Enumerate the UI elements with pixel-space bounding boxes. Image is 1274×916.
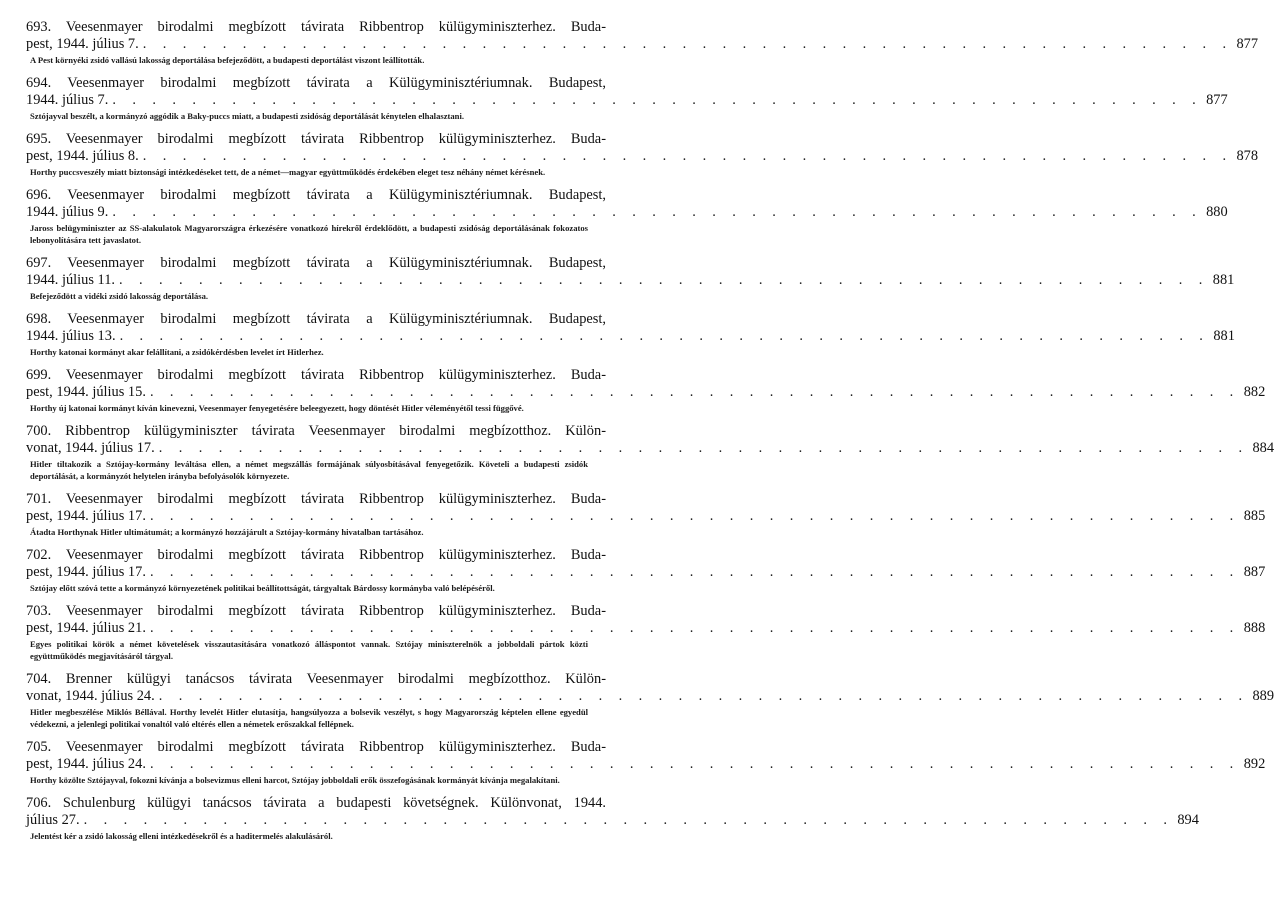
entry-title-line: 705. Veesenmayer birodalmi megbízott távirata Ribbentrop külügyminiszterhez. Buda-: [26, 739, 606, 755]
entry-date-line: [26, 328, 1235, 345]
entry-summary: Hitler tiltakozik a Sztójay-kormány leváltása ellen, a német megszállás formájának súlyosbításával fenyegetőzik. Követeli a budapesti zsidók deportálását, a kormányzót helytelen irányba befolyásolók környezete.: [30, 459, 588, 481]
entry-date: pest, 1944. július 17.: [26, 508, 146, 524]
toc-entry-703: [26, 603, 1266, 662]
toc-entry-702: [26, 547, 1266, 594]
toc-entry-701: [26, 491, 1266, 538]
entry-date-line: [26, 812, 1199, 829]
entry-title-line: 699. Veesenmayer birodalmi megbízott távirata Ribbentrop külügyminiszterhez. Buda-: [26, 367, 606, 383]
page-number: 885: [1243, 508, 1266, 524]
toc-entry-695: [26, 131, 1259, 178]
entry-date: vonat, 1944. július 17.: [26, 440, 155, 456]
entry-date-line: [26, 688, 1274, 705]
entry-date-line: [26, 564, 1266, 581]
leader-dots: . . . . . . . . . . . . . . . . . . . . . . . . . . . . . . . . . . . . . . . . . . . . . . . . . . . . . . .: [158, 440, 1249, 456]
page-number: 892: [1243, 756, 1266, 772]
entry-date-line: [26, 148, 1259, 165]
page-number: 880: [1206, 204, 1228, 220]
entry-date-line: [26, 384, 1266, 401]
entry-title-line: 701. Veesenmayer birodalmi megbízott távirata Ribbentrop külügyminiszterhez. Buda-: [26, 491, 606, 507]
entry-title-line: 706. Schulenburg külügyi tanácsos távirata a budapesti követségnek. Különvonat, 1944.: [26, 795, 606, 811]
entry-date: pest, 1944. július 7.: [26, 36, 139, 52]
page-number: 884: [1252, 440, 1274, 456]
toc-entry-700: [26, 423, 1274, 482]
entry-title-line: 702. Veesenmayer birodalmi megbízott távirata Ribbentrop külügyminiszterhez. Buda-: [26, 547, 606, 563]
leader-dots: . . . . . . . . . . . . . . . . . . . . . . . . . . . . . . . . . . . . . . . . . . . . . . . . . . . . . . .: [83, 812, 1174, 828]
leader-dots: . . . . . . . . . . . . . . . . . . . . . . . . . . . . . . . . . . . . . . . . . . . . . . . . . . . . . . .: [158, 688, 1249, 704]
leader-dots: . . . . . . . . . . . . . . . . . . . . . . . . . . . . . . . . . . . . . . . . . . . . . . . . . . . . . . .: [119, 328, 1210, 344]
entry-summary: Horthy puccsveszély miatt biztonsági intézkedéseket tett, de a német—magyar együttműködés érdekében eleget tesz néhány német kérésnek.: [30, 167, 546, 177]
page-number: 882: [1243, 384, 1266, 400]
leader-dots: . . . . . . . . . . . . . . . . . . . . . . . . . . . . . . . . . . . . . . . . . . . . . . . . . . . . . . .: [142, 148, 1233, 164]
entry-date: 1944. július 7.: [26, 92, 109, 108]
page-number: 881: [1213, 328, 1235, 344]
toc-entry-694: [26, 75, 1228, 122]
entry-summary: Jaross belügyminiszter az SS-alakulatok Magyarországra érkezésére vonatkozó hírekről érdeklődött, a budapesti zsidóság deportálásának fokozatos lebonyolítására tett javaslatot.: [30, 223, 588, 245]
page-number: 878: [1236, 148, 1259, 164]
entry-date: pest, 1944. július 8.: [26, 148, 139, 164]
entry-date-line: [26, 440, 1274, 457]
entry-summary: A Pest környéki zsidó vallású lakosság deportálása befejeződött, a budapesti deportálást viszont leállították.: [30, 55, 425, 65]
toc-entry-699: [26, 367, 1266, 414]
toc-entry-705: [26, 739, 1266, 786]
entry-title-line: 696. Veesenmayer birodalmi megbízott távirata a Külügyminisztériumnak. Budapest,: [26, 187, 606, 203]
entry-summary: Horthy katonai kormányt akar felállítani, a zsidókérdésben levelet írt Hitlerhez.: [30, 347, 324, 357]
entry-date: 1944. július 9.: [26, 204, 109, 220]
page-number: 877: [1236, 36, 1259, 52]
leader-dots: . . . . . . . . . . . . . . . . . . . . . . . . . . . . . . . . . . . . . . . . . . . . . . . . . . . . . . .: [142, 36, 1233, 52]
entry-date-line: [26, 508, 1266, 525]
leader-dots: . . . . . . . . . . . . . . . . . . . . . . . . . . . . . . . . . . . . . . . . . . . . . . . . . . . . . . .: [149, 756, 1240, 772]
entry-date: pest, 1944. július 17.: [26, 564, 146, 580]
page-number: 888: [1243, 620, 1266, 636]
entry-summary: Sztójayval beszélt, a kormányzó aggódik a Baky-puccs miatt, a budapesti zsidóság deportálását kénytelen elhalasztani.: [30, 111, 464, 121]
entry-title-line: 703. Veesenmayer birodalmi megbízott távirata Ribbentrop külügyminiszterhez. Buda-: [26, 603, 606, 619]
toc-entry-693: [26, 19, 1259, 66]
toc-entry-696: [26, 187, 1228, 246]
toc-entry-697: [26, 255, 1235, 302]
entry-date-line: [26, 204, 1228, 221]
entry-summary: Horthy új katonai kormányt kíván kinevezni, Veesenmayer fenyegetésére beleegyezett, hogy döntését Hitler véleményétől tessi függővé.: [30, 403, 524, 413]
page-number: 889: [1252, 688, 1274, 704]
toc-entry-698: [26, 311, 1235, 358]
entry-date: pest, 1944. július 21.: [26, 620, 146, 636]
leader-dots: . . . . . . . . . . . . . . . . . . . . . . . . . . . . . . . . . . . . . . . . . . . . . . . . . . . . . . .: [149, 620, 1240, 636]
entry-title-line: 698. Veesenmayer birodalmi megbízott távirata a Külügyminisztériumnak. Budapest,: [26, 311, 606, 327]
entry-date-line: [26, 756, 1266, 773]
entry-date-line: [26, 36, 1259, 53]
leader-dots: . . . . . . . . . . . . . . . . . . . . . . . . . . . . . . . . . . . . . . . . . . . . . . . . . . . . . . .: [149, 508, 1240, 524]
entry-date-line: [26, 272, 1235, 289]
entry-date: 1944. július 13.: [26, 328, 116, 344]
entry-summary: Befejeződött a vidéki zsidó lakosság deportálása.: [30, 291, 209, 301]
leader-dots: . . . . . . . . . . . . . . . . . . . . . . . . . . . . . . . . . . . . . . . . . . . . . . . . . . . . . . .: [149, 384, 1240, 400]
leader-dots: . . . . . . . . . . . . . . . . . . . . . . . . . . . . . . . . . . . . . . . . . . . . . . . . . . . . . . .: [112, 204, 1203, 220]
entry-date: pest, 1944. július 15.: [26, 384, 146, 400]
entry-date-line: [26, 92, 1228, 109]
entry-title-line: 695. Veesenmayer birodalmi megbízott távirata Ribbentrop külügyminiszterhez. Buda-: [26, 131, 606, 147]
entry-title-line: 700. Ribbentrop külügyminiszter távirata Veesenmayer birodalmi megbízotthoz. Külön-: [26, 423, 606, 439]
entry-title-line: 697. Veesenmayer birodalmi megbízott távirata a Külügyminisztériumnak. Budapest,: [26, 255, 606, 271]
entry-date: pest, 1944. július 24.: [26, 756, 146, 772]
toc-entry-704: [26, 671, 1274, 730]
toc-entry-706: [26, 795, 1199, 842]
entry-title-line: 693. Veesenmayer birodalmi megbízott távirata Ribbentrop külügyminiszterhez. Buda-: [26, 19, 606, 35]
entry-summary: Egyes politikai körök a német követelések visszautasítására vonatkozó álláspontot vannak. Sztójay miniszterelnök a jobboldali pártok közti együttműködés megjavításáról tárgyal.: [30, 639, 588, 661]
page-number: 887: [1243, 564, 1266, 580]
leader-dots: . . . . . . . . . . . . . . . . . . . . . . . . . . . . . . . . . . . . . . . . . . . . . . . . . . . . . . .: [149, 564, 1240, 580]
page-number: 877: [1206, 92, 1228, 108]
leader-dots: . . . . . . . . . . . . . . . . . . . . . . . . . . . . . . . . . . . . . . . . . . . . . . . . . . . . . . .: [112, 92, 1203, 108]
entry-summary: Horthy közölte Sztójayval, fokozni kívánja a bolsevizmus elleni harcot, Sztójay jobboldali erők összefogásának kormányát kívánja megalakítani.: [30, 775, 560, 785]
entry-summary: Átadta Horthynak Hitler ultimátumát; a kormányzó hozzájárult a Sztójay-kormány hivatalban tartásához.: [30, 527, 424, 537]
entry-summary: Sztójay előtt szóvá tette a kormányzó környezetének politikai beállítottságát, tárgyaltak Bárdossy kormányba való belépéséről.: [30, 583, 495, 593]
page-number: 881: [1212, 272, 1235, 288]
page-number: 894: [1177, 812, 1199, 828]
entry-title-line: 694. Veesenmayer birodalmi megbízott távirata a Külügyminisztériumnak. Budapest,: [26, 75, 606, 91]
entry-date-line: [26, 620, 1266, 637]
entry-date: vonat, 1944. július 24.: [26, 688, 155, 704]
entry-summary: Hitler megbeszélése Miklós Béllával. Horthy levelét Hitler elutasítja, hangsúlyozza a bolsevik veszélyt, s hogy Magyarország képtelen ellene egyedül védekezni, a jelenlegi politikai vonaltól való eltérés ellen a németek erőszakkal fellépnek.: [30, 707, 588, 729]
entry-date: július 27.: [26, 812, 80, 828]
entry-title-line: 704. Brenner külügyi tanácsos távirata Veesenmayer birodalmi megbízotthoz. Külön-: [26, 671, 606, 687]
leader-dots: . . . . . . . . . . . . . . . . . . . . . . . . . . . . . . . . . . . . . . . . . . . . . . . . . . . . . . .: [119, 272, 1209, 288]
entry-summary: Jelentést kér a zsidó lakosság elleni intézkedésekről és a haditermelés alakulásáról.: [30, 831, 333, 841]
entry-date: 1944. július 11.: [26, 272, 116, 288]
table-of-contents: [26, 19, 1274, 851]
